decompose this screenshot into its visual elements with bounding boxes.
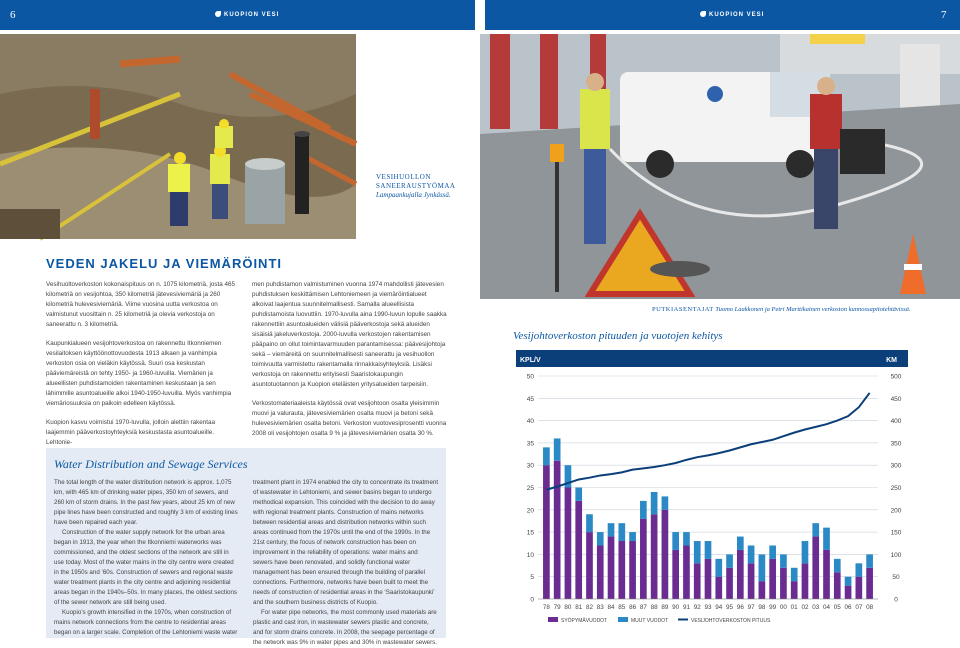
- bar-syopymavuodot: [737, 550, 744, 599]
- paragraph: Kuopio’s growth intensified in the 1970s, when construction of mains network connections from the centre to residential areas began on a larger scale. Completion of the Lehtoniemi waste water: [54, 609, 238, 636]
- x-tick-label: 02: [801, 604, 809, 611]
- bar-muut-vuodot: [780, 554, 787, 567]
- x-tick-label: 97: [747, 604, 755, 611]
- left-page-number: 6: [10, 9, 16, 21]
- bar-syopymavuodot: [651, 514, 658, 599]
- bar-muut-vuodot: [629, 532, 636, 541]
- paragraph: Construction of the water supply network for the urban area began in 1913, the year when the Itkonniemi waterworks was commissioned, and the oldest sections of the network are still in use today. Most of the water mains in the city centre were created in the 1950s and ’60s. Construction of sewers and regional waste water treatment plants in the city centre and adjoining residential areas began in the 1940s–50s. In many places, the oldest sections of the sewer network are still being used.: [54, 529, 237, 606]
- right-tick-label: 250: [890, 485, 902, 492]
- bar-syopymavuodot: [683, 545, 690, 599]
- bar-muut-vuodot: [662, 496, 669, 509]
- x-tick-label: 83: [596, 604, 604, 611]
- right-tick-label: 300: [890, 462, 902, 470]
- bar-syopymavuodot: [769, 559, 776, 599]
- x-tick-label: 06: [844, 604, 852, 611]
- bar-syopymavuodot: [575, 501, 582, 599]
- right-photo-caption: [652, 306, 952, 313]
- bar-muut-vuodot: [845, 577, 852, 586]
- bar-muut-vuodot: [866, 554, 873, 567]
- left-tick-label: 50: [526, 373, 534, 381]
- x-tick-label: 85: [618, 604, 626, 611]
- right-tick-label: 350: [890, 440, 902, 448]
- x-tick-label: 80: [564, 604, 572, 611]
- bar-syopymavuodot: [672, 550, 679, 599]
- right-tick-label: 450: [890, 395, 902, 403]
- paragraph: Verkostomateriaaleista käytössä ovat vesijohtoon osalta yleisimmin muovi ja valurauta, jätevesiviemärien osalta muovi ja betoni sekä hulevesiviemärien osalta betoni. Verkoston vuotovesiprosentti vuonna 2008 oli vesijohtojen osalta 9 % ja jätevesiviemärien osalta 30 %.: [252, 400, 447, 437]
- paragraph: treatment plant in 1974 enabled the city to concentrate its treatment of wastewater in Lehtoniemi, and sewer basins began to undergo methodical expansion. This coincided with the decision to do away with regional treatment plants. Construction of mains networks between residential areas and distribution networks within such areas continued from the 1970s until the end of the 1990s. In the 21st century, the focus of network construction has been on improvement in the reliability of operations: water mains and sewers have been renovated, and solidly functional water management has been ensured through the building of parallel connections. Furthermore, networks have been built to meet the needs of construction of residential areas in the ‘Saaristokaupunki’ and the southern business districts of Kuopio.: [253, 479, 439, 606]
- right-tick-label: 500: [890, 373, 902, 381]
- x-tick-label: 90: [672, 604, 680, 611]
- caption-subtitle: Lampaankujalla Jynkässä.: [376, 191, 451, 199]
- chart-header-band: [516, 350, 908, 367]
- caption-text: Tuomo Laakkonen ja Petri Marttikainen verkoston kunnossapitotehtävissä.: [715, 306, 911, 313]
- chart-container: [508, 346, 908, 631]
- chart-title: Vesijohtoverkoston pituuden ja vuotojen kehitys: [513, 330, 723, 342]
- x-tick-label: 86: [629, 604, 637, 611]
- bar-muut-vuodot: [769, 545, 776, 558]
- english-summary-box: [46, 448, 446, 646]
- bar-muut-vuodot: [694, 541, 701, 563]
- finnish-column-2: [252, 280, 447, 448]
- right-axis-label: KM: [886, 357, 897, 364]
- caption-title: VESIHUOLLON SANEERAUSTYÖMAA: [376, 173, 456, 190]
- bar-muut-vuodot: [812, 523, 819, 536]
- bar-syopymavuodot: [662, 510, 669, 599]
- street-maintenance-photo: [480, 34, 960, 299]
- bar-syopymavuodot: [845, 586, 852, 599]
- x-tick-label: 84: [607, 604, 615, 611]
- bar-syopymavuodot: [543, 465, 550, 599]
- bar-syopymavuodot: [629, 541, 636, 599]
- drop-icon: [215, 11, 221, 17]
- left-tick-label: 20: [526, 507, 534, 515]
- bar-muut-vuodot: [834, 559, 841, 572]
- left-tick-label: 10: [526, 551, 534, 559]
- right-page-header: [485, 0, 960, 30]
- bar-syopymavuodot: [791, 581, 798, 599]
- english-column-1: [54, 478, 240, 638]
- bar-muut-vuodot: [715, 559, 722, 577]
- left-tick-label: 15: [526, 529, 534, 537]
- brand-logo: KUOPION VESI: [700, 11, 764, 18]
- bar-muut-vuodot: [586, 514, 593, 532]
- bar-syopymavuodot: [640, 519, 647, 599]
- right-tick-label: 200: [890, 507, 902, 515]
- x-tick-label: 03: [812, 604, 820, 611]
- bar-syopymavuodot: [554, 461, 561, 599]
- bar-syopymavuodot: [780, 568, 787, 599]
- paragraph: The total length of the water distribution network is approx. 1,075 km, with 465 km of drinking water pipes, 350 km of sewers, and 260 km of storm drains. In the past few years, about 25 km of new pipe lines have been constructed and roughly 3 km of existing lines have been repaired each year.: [54, 479, 238, 526]
- bar-syopymavuodot: [608, 537, 615, 599]
- left-tick-label: 30: [526, 462, 534, 470]
- x-tick-label: 96: [736, 604, 744, 611]
- section-title: VEDEN JAKELU JA VIEMÄRÖINTI: [46, 256, 282, 271]
- bar-syopymavuodot: [565, 488, 572, 600]
- paragraph: Kaupunkialueen vesijohtoverkostoa on rakennettu Itkonniemen vesilaitoksen käyttöönottovuodesta 1913 alkaen ja vanhimpia verkoston osia on vieläkin käytössä. Suuri osa keskustan pääviemäreistä on tehty 1950- ja 1960-luvuilla. Viemärien ja alueellisten puhdistamoiden rakentaminen keskustaan ja sen lähimmille asuntoalueille alkoi 1940-1950-luvuilla. Myös vanhimpia viemäriosuuksia on paikoin edelleen käytössä.: [46, 340, 232, 407]
- bar-syopymavuodot: [866, 568, 873, 599]
- right-page-number: 7: [941, 9, 947, 21]
- bar-muut-vuodot: [726, 554, 733, 567]
- caption-label: PUTKIASENTAJAT: [652, 306, 714, 313]
- bar-muut-vuodot: [855, 563, 862, 576]
- bar-muut-vuodot: [618, 523, 625, 541]
- legend-swatch: [548, 617, 558, 622]
- brand-logo: KUOPION VESI: [215, 11, 279, 18]
- bar-syopymavuodot: [802, 563, 809, 599]
- x-tick-label: 78: [542, 604, 550, 611]
- line-vesijohtoverkoston-pituus: [546, 393, 869, 490]
- bar-muut-vuodot: [683, 532, 690, 545]
- paragraph: Kuopion kasvu voimistui 1970-luvulla, jolloin alettiin rakentaa laajemmin pääverkostoyhteyksiä keskustasta asuntoalueille. Lehtonie-: [46, 419, 216, 446]
- paragraph: men puhdistamon valmistuminen vuonna 1974 mahdollisti jätevesien puhdistuksen keskittämisen Lehtoniemeen ja viemäröintialueet alkoivat laajentua suunnitelmallisesti. Samalla alueellisista puhdistamoista luovuttiin. 1970-luvulla aina 1990-luvun lopulle saakka rakennettiin asuntoalueiden välisiä pääverkostoja sekä alueiden sisäisiä jakeluverkostoja. 2000-luvulla verkostojen rakentamisen pääpaino on ollut toimintavarmuuden parantamisessa: päävesijohtoja sekä – viemäreitä on suunnitelmallisesti saneerattu ja vesihuollon toimivuutta varmistettu rakentamalla rinnakkaisyhteyksiä. Lisäksi verkostoja on rakennettu erityisesti Saaristokaupungin asuntotuotannon ja Kuopion eteläisten yritysalueiden tarpeisiin.: [252, 281, 447, 388]
- bar-muut-vuodot: [597, 532, 604, 545]
- street-maintenance-illustration: [480, 34, 960, 299]
- bar-muut-vuodot: [748, 545, 755, 563]
- x-tick-label: 00: [779, 604, 787, 611]
- bar-syopymavuodot: [855, 577, 862, 599]
- bar-syopymavuodot: [586, 532, 593, 599]
- x-tick-label: 01: [790, 604, 798, 611]
- bar-muut-vuodot: [705, 541, 712, 559]
- left-tick-label: 35: [526, 440, 534, 448]
- bar-syopymavuodot: [705, 559, 712, 599]
- left-tick-label: 45: [526, 395, 534, 403]
- bar-muut-vuodot: [791, 568, 798, 581]
- bar-syopymavuodot: [597, 545, 604, 599]
- bar-muut-vuodot: [651, 492, 658, 514]
- left-tick-label: 5: [530, 574, 534, 582]
- finnish-column-1: [46, 280, 241, 457]
- drop-icon: [700, 11, 706, 17]
- legend-label: VESIJOHTOVERKOSTON PITUUS: [691, 618, 771, 624]
- x-tick-label: 95: [726, 604, 734, 611]
- bar-syopymavuodot: [715, 577, 722, 599]
- bar-muut-vuodot: [737, 537, 744, 550]
- legend-label: SYÖPYMÄVUODOT: [561, 618, 608, 624]
- bar-muut-vuodot: [554, 438, 561, 460]
- left-photo-caption: [376, 173, 471, 200]
- x-tick-label: 88: [650, 604, 658, 611]
- x-tick-label: 08: [866, 604, 874, 611]
- x-tick-label: 81: [575, 604, 583, 611]
- legend-swatch: [618, 617, 628, 622]
- construction-site-photo: [0, 34, 356, 239]
- x-tick-label: 93: [704, 604, 712, 611]
- right-tick-label: 150: [890, 529, 902, 537]
- x-tick-label: 05: [833, 604, 841, 611]
- left-tick-label: 0: [530, 596, 534, 604]
- bar-syopymavuodot: [834, 572, 841, 599]
- bar-muut-vuodot: [640, 501, 647, 519]
- bar-muut-vuodot: [608, 523, 615, 536]
- x-tick-label: 92: [693, 604, 701, 611]
- english-title: Water Distribution and Sewage Services: [54, 457, 248, 471]
- x-tick-label: 99: [769, 604, 777, 611]
- english-column-2: [253, 478, 439, 648]
- bar-muut-vuodot: [672, 532, 679, 550]
- right-tick-label: 50: [892, 574, 900, 582]
- right-tick-label: 0: [894, 596, 898, 604]
- bar-syopymavuodot: [812, 537, 819, 599]
- left-page-header: [0, 0, 475, 30]
- paragraph: Vesihuoltoverkoston kokonaispituus on n. 1075 kilometriä, josta 465 kilometriä on vesijohtoa, 350 kilometriä jätevesiviemäriä ja 260 kilometriä hulevesiviemäriä. Viime vuosina uutta verkostoa on valmistunut vuosittain n. 25 kilometriä ja olevia verkostoja on saneerattu n. 3 kilometriä.: [46, 281, 236, 328]
- x-tick-label: 87: [639, 604, 647, 611]
- bar-syopymavuodot: [618, 541, 625, 599]
- x-tick-label: 07: [855, 604, 863, 611]
- x-tick-label: 94: [715, 604, 723, 611]
- left-axis-label: KPL/V: [520, 357, 541, 364]
- left-tick-label: 40: [526, 418, 534, 426]
- x-tick-label: 89: [661, 604, 669, 611]
- bar-syopymavuodot: [694, 563, 701, 599]
- x-tick-label: 79: [553, 604, 561, 611]
- construction-site-illustration: [0, 34, 356, 239]
- x-tick-label: 82: [585, 604, 593, 611]
- bar-syopymavuodot: [759, 581, 766, 599]
- bar-syopymavuodot: [726, 568, 733, 599]
- paragraph: For water pipe networks, the most commonly used materials are plastic and cast iron, in wastewater sewers plastic and concrete, and for storm drains concrete. In 2008, the seepage percentage of the network was 9% in water pipes and 30% in wastewater sewers.: [253, 609, 437, 646]
- x-tick-label: 91: [682, 604, 690, 611]
- bar-muut-vuodot: [543, 447, 550, 465]
- bar-muut-vuodot: [802, 541, 809, 563]
- legend-label: MUUT VUODOT: [631, 618, 669, 624]
- x-tick-label: 98: [758, 604, 766, 611]
- bar-syopymavuodot: [748, 563, 755, 599]
- right-tick-label: 100: [890, 551, 902, 559]
- bar-syopymavuodot: [823, 550, 830, 599]
- x-tick-label: 04: [823, 604, 831, 611]
- bar-muut-vuodot: [823, 528, 830, 550]
- right-tick-label: 400: [890, 418, 902, 426]
- leak-and-length-chart: [508, 346, 908, 631]
- bar-muut-vuodot: [575, 488, 582, 501]
- left-tick-label: 25: [526, 485, 534, 492]
- bar-muut-vuodot: [759, 554, 766, 581]
